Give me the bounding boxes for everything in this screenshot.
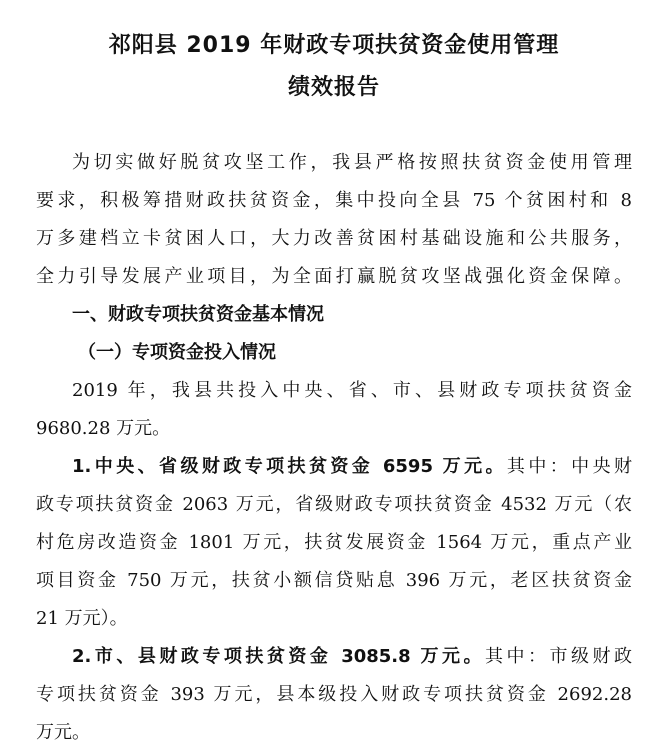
section-heading: 一、财政专项扶贫资金基本情况 <box>72 304 324 325</box>
paragraph-line: 专项扶贫资金 393 万元，县本级投入财政专项扶贫资金 2692.28 <box>36 684 632 705</box>
intro-paragraph <box>36 144 632 296</box>
item-2-paragraph <box>36 638 632 752</box>
paragraph-line: 项目资金 750 万元，扶贫小额信贷贴息 396 万元，老区扶贫资金 <box>36 570 632 591</box>
paragraph-line: 万多建档立卡贫困人口，大力改善贫困村基础设施和公共服务， <box>36 228 632 249</box>
paragraph-line: 9680.28 万元。 <box>36 418 171 439</box>
total-paragraph <box>36 372 632 448</box>
item-1-lead: 1.中央、省级财政专项扶贫资金 6595 万元。 <box>72 456 507 477</box>
paragraph-line: 政专项扶贫资金 2063 万元，省级财政专项扶贫资金 4532 万元（农 <box>36 494 632 515</box>
paragraph-line <box>36 638 632 676</box>
paragraph-line <box>36 448 632 486</box>
item-2-lead-rest: 其中：市级财政 <box>484 646 633 667</box>
paragraph-line: 村危房改造资金 1801 万元，扶贫发展资金 1564 万元，重点产业 <box>36 532 632 553</box>
paragraph-line: 万元。 <box>36 722 90 743</box>
document-title-line-1: 祁阳县 2019 年财政专项扶贫资金使用管理 <box>108 33 560 58</box>
paragraph-line: 为切实做好脱贫攻坚工作，我县严格按照扶贫资金使用管理 <box>72 152 632 173</box>
paragraph-line: 2019 年，我县共投入中央、省、市、县财政专项扶贫资金 <box>72 380 632 401</box>
document-title-line-2: 绩效报告 <box>287 75 380 100</box>
item-1-paragraph <box>36 448 632 638</box>
item-1-lead-rest: 其中：中央财 <box>506 456 633 477</box>
item-2-lead: 2.市、县财政专项扶贫资金 3085.8 万元。 <box>72 646 485 667</box>
paragraph-line: 21 万元）。 <box>36 608 128 629</box>
paragraph-line: 全力引导发展产业项目，为全面打赢脱贫攻坚战强化资金保障。 <box>36 266 632 287</box>
subsection-heading: （一）专项资金投入情况 <box>78 342 276 363</box>
paragraph-line: 要求，积极筹措财政扶贫资金，集中投向全县 75 个贫困村和 8 <box>36 190 632 211</box>
